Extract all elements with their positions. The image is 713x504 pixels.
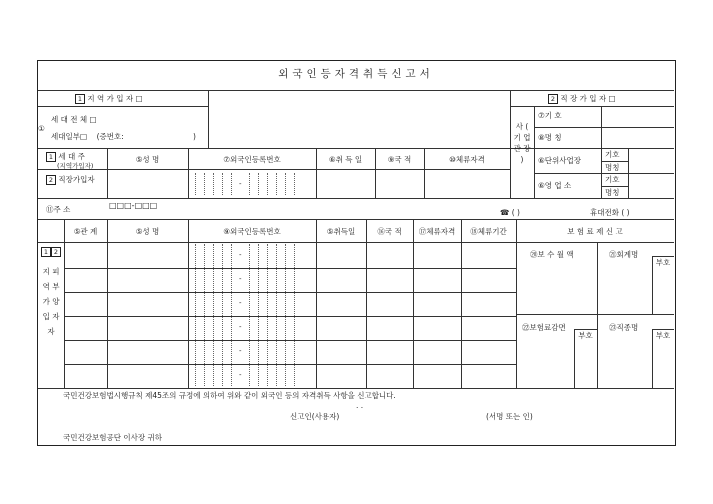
workplace-symbol-label: ⑦기 호	[538, 111, 562, 120]
rule	[38, 90, 674, 91]
dependents-label: 지 피 역 부 가 양 입 자 자	[42, 267, 60, 336]
rule	[510, 90, 511, 198]
rule	[107, 219, 108, 388]
unit-code-label: 기호	[605, 150, 620, 159]
digit-divider	[195, 244, 196, 386]
addressee: 국민건강보험공단 이사장 귀하	[63, 433, 162, 442]
form-frame	[37, 60, 676, 446]
rule	[366, 219, 367, 388]
digit-divider	[204, 173, 205, 195]
office-code-label: 기호	[605, 175, 620, 184]
regno-dash: -	[239, 275, 242, 283]
digit-divider	[231, 244, 232, 386]
rule	[64, 316, 516, 317]
regno-dash: -	[239, 251, 242, 259]
form-title: 외국인등자격취득신고서	[278, 68, 434, 80]
workplace-header: 2 직 장 가 입 자 □	[548, 94, 616, 104]
business-label: 사 ( 기 업 관 장 )	[513, 122, 531, 164]
digit-divider	[249, 244, 250, 386]
declarant-label: 신고인(사용자)	[290, 412, 340, 421]
dep-col-name: ⑤성 명	[135, 227, 160, 236]
digit-divider	[213, 244, 214, 386]
dep-col-nat: ⑯국 적	[377, 227, 402, 236]
col-acq-date: ⑥취 득 일	[328, 155, 363, 164]
rule	[64, 340, 516, 341]
rule	[64, 219, 65, 388]
col-stay-status: ⑩체류자격	[449, 155, 485, 164]
dep-col-status: ⑰체류자격	[418, 227, 456, 236]
rule	[601, 161, 628, 162]
digit-divider	[258, 244, 259, 386]
regno-dash: -	[239, 299, 242, 307]
circle-one: ①	[38, 124, 45, 133]
code-label: 부호	[655, 258, 671, 267]
household-part: 세대일부□ (증번호:	[51, 132, 124, 141]
digit-divider	[249, 173, 250, 195]
rule	[64, 292, 516, 293]
unit-name-label: 명칭	[605, 163, 620, 172]
workplace-checkbox[interactable]: □	[608, 94, 616, 103]
dep-col-acq: ⑤취득일	[326, 227, 356, 236]
digit-divider	[276, 244, 277, 386]
regno-dash: -	[239, 180, 242, 188]
household-head-sub: (지역가입자)	[57, 162, 94, 170]
digit-divider	[285, 173, 286, 195]
col-nationality: ⑨국 적	[387, 155, 412, 164]
monthly-pay-label: ⑳보 수 월 액	[530, 250, 574, 259]
rule	[601, 106, 602, 198]
job-type-label: ㉓직종명	[609, 323, 639, 332]
rule	[652, 256, 674, 257]
rule	[652, 329, 674, 330]
rule	[534, 173, 674, 174]
digit-divider	[231, 173, 232, 195]
rule	[38, 106, 208, 107]
rule	[64, 268, 516, 269]
rule	[38, 388, 674, 389]
rule	[516, 314, 674, 315]
workplace-name-label: ⑧명 칭	[538, 133, 562, 142]
rule	[38, 169, 510, 170]
region-checkbox[interactable]: □	[135, 94, 143, 103]
rule	[38, 219, 674, 220]
digit-divider	[285, 244, 286, 386]
workplace-member: 2 직장가입자	[46, 175, 95, 185]
regno-dash: -	[239, 323, 242, 331]
mobile-label: 휴대전화 ( )	[590, 208, 630, 217]
dep-col-regno: ⑨외국인등록번호	[223, 227, 281, 236]
reduction-label: ㉒보험료감면	[522, 323, 566, 332]
household-whole: 세 대 전 체 □	[51, 115, 97, 124]
insurance-header: 보 험 료 제 신 고	[567, 227, 623, 236]
household-part-checkbox[interactable]: □	[79, 132, 88, 141]
digit-divider	[258, 173, 259, 195]
dep-col-relation: ⑤관 계	[73, 227, 98, 236]
regno-dash: -	[239, 371, 242, 379]
rule	[188, 219, 189, 388]
code-label: 부호	[578, 331, 593, 340]
digit-divider	[267, 244, 268, 386]
col-regno: ⑦외국인등록번호	[223, 155, 281, 164]
region-header: 1 지 역 가 입 자 □	[75, 94, 143, 104]
dep-col-period: ⑱체류기간	[470, 227, 507, 236]
cert-close: )	[193, 132, 196, 141]
code-label: 부호	[655, 331, 671, 340]
rule	[601, 186, 628, 187]
unit-biz-label: ⑥단위사업장	[538, 156, 581, 165]
date-dots: . .	[356, 401, 364, 410]
digit-divider	[222, 173, 223, 195]
accounting-name-label: ㉑회계명	[609, 250, 639, 259]
rule	[574, 329, 597, 330]
rule	[534, 127, 674, 128]
digit-divider	[276, 173, 277, 195]
rule	[38, 242, 674, 243]
signature-label: (서명 또는 인)	[486, 412, 533, 421]
digit-divider	[204, 244, 205, 386]
digit-divider	[294, 244, 295, 386]
office-name-label: 명칭	[605, 188, 620, 197]
rule	[516, 219, 517, 388]
rule	[413, 219, 414, 388]
regno-dash: -	[239, 347, 242, 355]
declaration-text: 국민건강보험법시행규칙 제45조의 규정에 의하여 위와 같이 외국인 등의 자격취득 사항을 신고합니다.	[63, 391, 396, 400]
digit-divider	[222, 244, 223, 386]
digit-divider	[267, 173, 268, 195]
rule	[208, 90, 209, 148]
household-whole-checkbox[interactable]: □	[89, 115, 97, 124]
digit-divider	[294, 173, 295, 195]
rule	[38, 148, 674, 149]
col-name: ⑤성 명	[135, 155, 160, 164]
rule	[461, 219, 462, 388]
digit-divider	[213, 173, 214, 195]
rule	[534, 106, 535, 198]
sales-office-label: ⑥영 업 소	[538, 181, 572, 190]
rule	[64, 364, 516, 365]
postal-code-boxes[interactable]: □□□-□□□	[109, 201, 158, 210]
phone-label: ☎ ( )	[500, 208, 520, 217]
rule	[597, 242, 598, 388]
rule	[316, 219, 317, 388]
household-head: 1 세 대 주	[46, 152, 85, 162]
digit-divider	[195, 173, 196, 195]
dep-nums: 1 2	[41, 247, 61, 257]
rule	[38, 198, 674, 199]
address-label: ⑪주 소	[46, 205, 71, 214]
